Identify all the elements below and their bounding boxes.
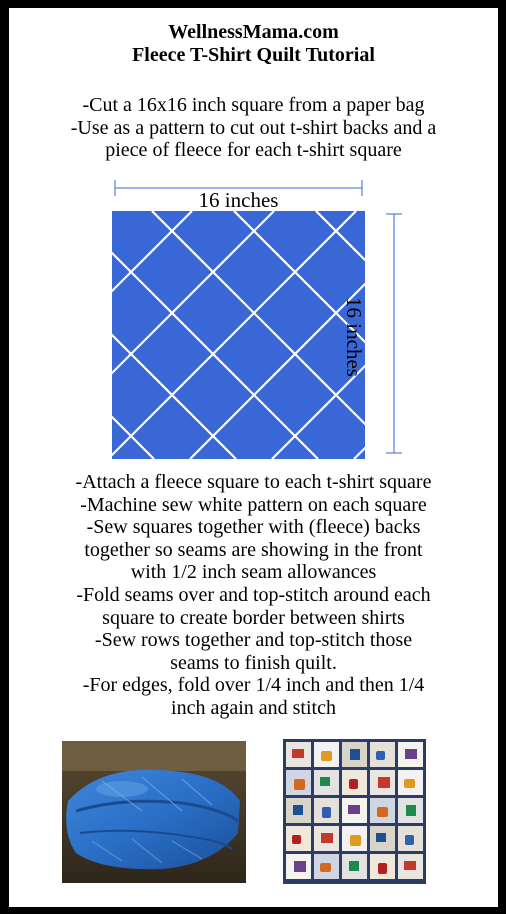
shirt-print — [321, 833, 333, 843]
height-label: 16 inches — [342, 297, 366, 377]
shirt-print — [292, 749, 304, 758]
shirt-print — [321, 751, 332, 761]
shirt-print — [404, 861, 416, 870]
stitch-line — [9, 211, 72, 459]
shirt-print — [348, 805, 360, 814]
step-line: square to create border between shirts — [102, 606, 405, 629]
quilt-square-diagram — [9, 8, 498, 468]
step-line: -Attach a fleece square to each t-shirt square — [75, 471, 432, 493]
step-line: with 1/2 inch seam allowances — [130, 561, 377, 584]
stitch-line — [480, 211, 498, 459]
shirt-print — [376, 751, 385, 760]
stitch-line — [9, 211, 110, 459]
shirt-print — [405, 749, 417, 759]
folded-fleece-photo — [62, 741, 246, 883]
stitch-line — [354, 211, 498, 459]
shirt-print — [320, 863, 331, 872]
shirt-print — [349, 861, 359, 871]
tutorial-card — [9, 8, 498, 907]
step-line: seams to finish quilt. — [170, 651, 337, 674]
shirt-print — [294, 779, 305, 790]
shirt-print — [378, 777, 390, 788]
shirt-print — [376, 833, 386, 842]
step-line: -Fold seams over and top-stitch around each — [76, 583, 431, 606]
shirt-print — [350, 749, 360, 760]
step-line: inch again and stitch — [171, 696, 336, 719]
shirt-print — [322, 807, 331, 818]
shirt-print — [405, 835, 414, 845]
tshirt-quilt-photo — [283, 739, 426, 884]
shirt-print — [292, 835, 301, 844]
intro-line: -Cut a 16x16 inch square from a paper bag — [82, 94, 425, 116]
shirt-print — [293, 805, 303, 815]
intro-line: piece of fleece for each t-shirt square — [105, 139, 402, 162]
steps-text — [9, 471, 498, 720]
shirt-print — [349, 779, 358, 789]
site-name: WellnessMama.com — [168, 21, 339, 43]
step-line: -For edges, fold over 1/4 inch and then 1/4 — [82, 674, 425, 697]
width-label: 16 inches — [198, 188, 279, 212]
shirt-print — [406, 805, 416, 816]
shirt-print — [350, 835, 361, 846]
page-title: Fleece T-Shirt Quilt Tutorial — [132, 44, 375, 66]
shirt-print — [320, 777, 330, 786]
shirt-print — [377, 807, 388, 817]
step-line: -Sew squares together with (fleece) backs — [86, 516, 421, 539]
stitch-line — [398, 211, 498, 459]
shirt-print — [404, 779, 415, 788]
step-line: -Machine sew white pattern on each square — [80, 493, 427, 516]
stitch-line — [9, 211, 28, 459]
shirt-print — [378, 863, 387, 874]
step-line: -Sew rows together and top-stitch those — [94, 629, 413, 652]
intro-line: -Use as a pattern to cut out t-shirt backs and a — [70, 116, 437, 139]
step-line: together so seams are showing in the front — [84, 538, 423, 561]
shirt-print — [294, 861, 306, 872]
